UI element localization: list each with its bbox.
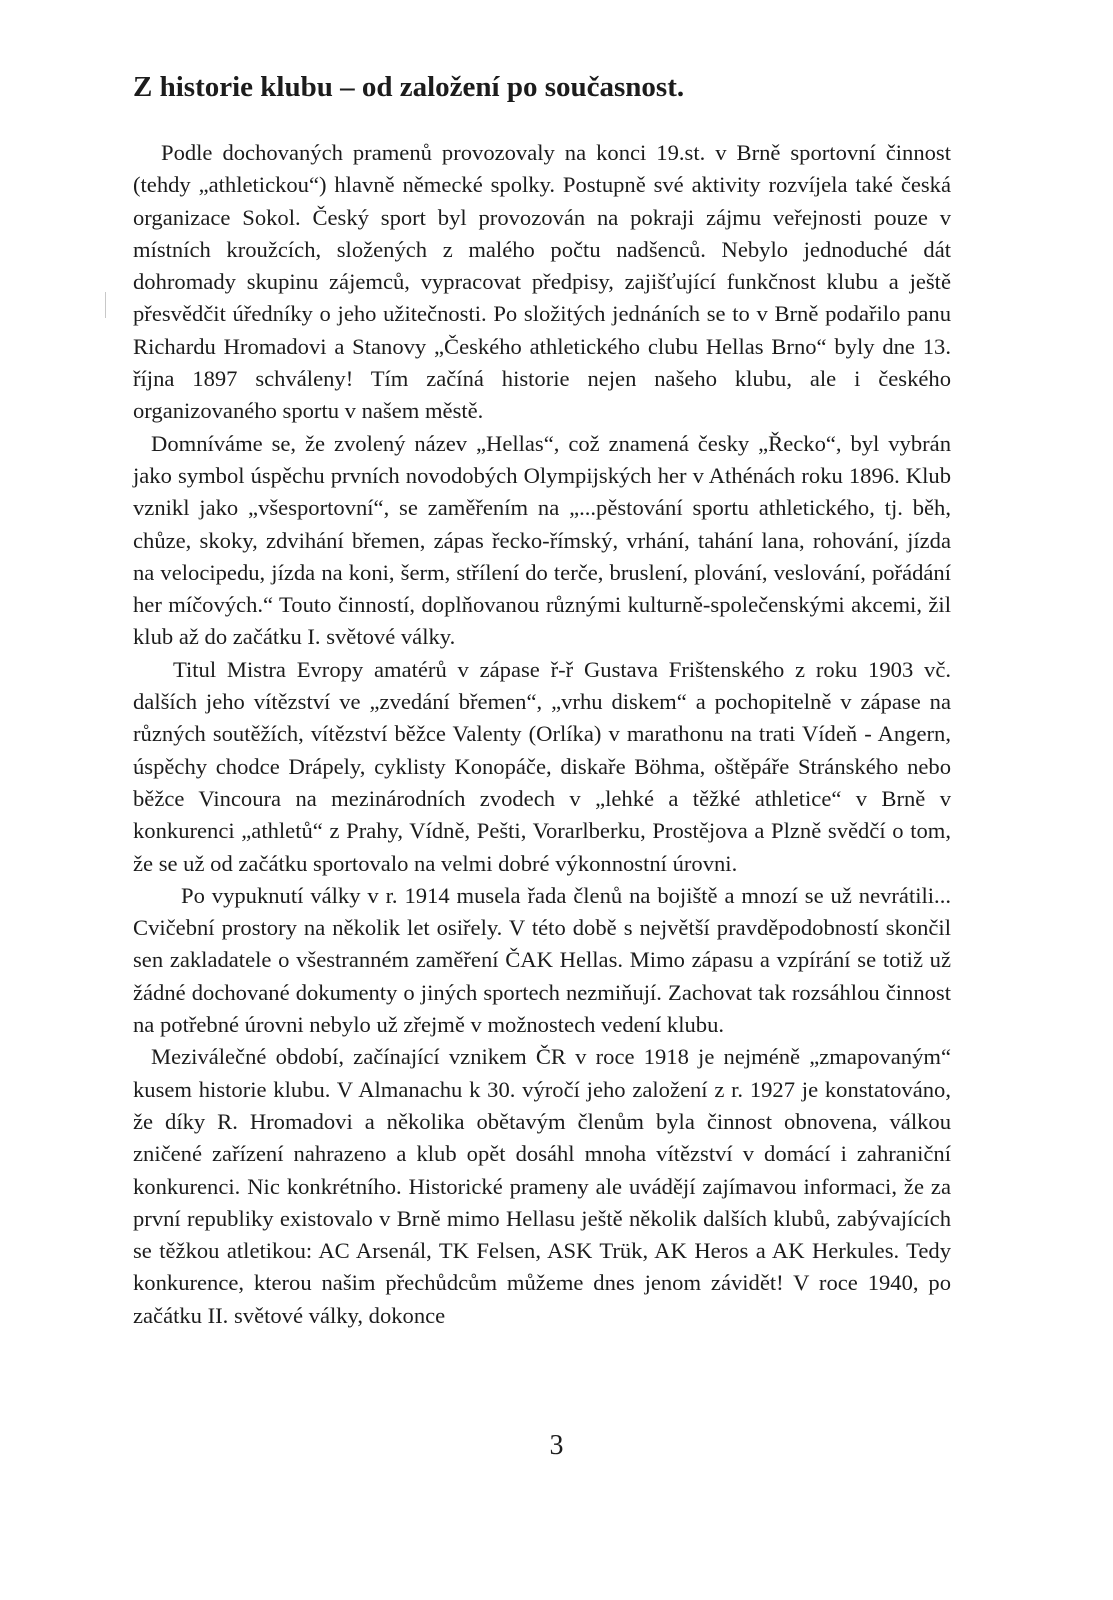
paragraph: Meziválečné období, začínající vznikem ČR v roce 1918 je nejméně „zmapovaným“ kusem historie klubu. V Almanachu k 30. výročí jeho založení z r. 1927 je konstatováno, že díky R. Hromadovi a několika obětavým členům byla činnost obnovena, válkou zničené zařízení nahrazeno a klub opět dosáhl mnoha vítězství v domácí i zahraniční konkurenci. Nic konkrétního. Historické prameny ale uvádějí zajímavou informaci, že za první republiky existovalo v Brně mimo Hellasu ještě několik dalších klubů, zabývajících se těžkou atletikou: AC Arsenál, TK Felsen, ASK Trük, AK Heros a AK Herkules. Tedy konkurence, kterou našim přechůdcům můžeme dnes jenom závidět! V roce 1940, po začátku II. světové války, dokonce [133, 1044, 951, 1328]
paragraph: Po vypuknutí války v r. 1914 musela řada členů na bojiště a mnozí se už nevrátili... Cvičební prostory na několik let osiřely. V této době s největší pravděpodobností skončil sen zakladatele o všestranném zaměření ČAK Hellas. Mimo zápasu a vzpírání se totiž už žádné dochované dokumenty o jiných sportech nezmiňují. Zachovat tak rozsáhlou činnost na potřebné úrovni nebylo už zřejmě v možnostech vedení klubu. [133, 882, 951, 1038]
scan-artifact-line [105, 292, 106, 318]
page-title: Z historie klubu – od založení po současnost. [133, 71, 685, 103]
article-body [133, 137, 951, 1332]
page-number: 3 [549, 1430, 564, 1461]
paragraph: Domníváme se, že zvolený název „Hellas“, což znamená česky „Řecko“, byl vybrán jako symbol úspěchu prvních novodobých Olympijských her v Athénách roku 1896. Klub vznikl jako „všesportovní“, se zaměřením na „...pěstování sportu athletického, tj. běh, chůze, skoky, zdvihání břemen, zápas řecko-římský, vrhání, tahání lana, rohování, jízda na velocipedu, jízda na koni, šerm, střílení do terče, bruslení, plování, veslování, pořádání her míčových.“ Touto činností, doplňovanou různými kulturně-společenskými akcemi, žil klub až do začátku I. světové války. [133, 430, 951, 650]
paragraph: Podle dochovaných pramenů provozovaly na konci 19.st. v Brně sportovní činnost (tehdy „athletickou“) hlavně německé spolky. Postupně své aktivity rozvíjela také česká organizace Sokol. Český sport byl provozován na pokraji zájmu veřejnosti pouze v místních kroužcích, složených z malého počtu nadšenců. Nebylo jednoduché dát dohromady skupinu zájemců, vypracovat předpisy, zajišťující funkčnost klubu a ještě přesvědčit úředníky o jeho užitečnosti. Po složitých jednáních se to v Brně podařilo panu Richardu Hromadovi a Stanovy „Českého athletického clubu Hellas Brno“ byly dne 13. října 1897 schváleny! Tím začíná historie nejen našeho klubu, ale i českého organizovaného sportu v našem městě. [133, 140, 951, 424]
paragraph: Titul Mistra Evropy amatérů v zápase ř-ř Gustava Frištenského z roku 1903 vč. dalších jeho vítězství ve „zvedání břemen“, „vrhu diskem“ a pochopitelně v zápase na různých soutěžích, vítězství běžce Valenty (Orlíka) v marathonu na trati Vídeň - Angern, úspěchy chodce Drápely, cyklisty Konopáče, diskaře Böhma, oštěpáře Stránského nebo běžce Vincoura na mezinárodních zvodech v „lehké a těžké athletice“ v Brně v konkurenci „athletů“ z Prahy, Vídně, Pešti, Vorarlberku, Prostějova a Plzně svědčí o tom, že se už od začátku sportovalo na velmi dobré výkonnostní úrovni. [133, 656, 951, 876]
